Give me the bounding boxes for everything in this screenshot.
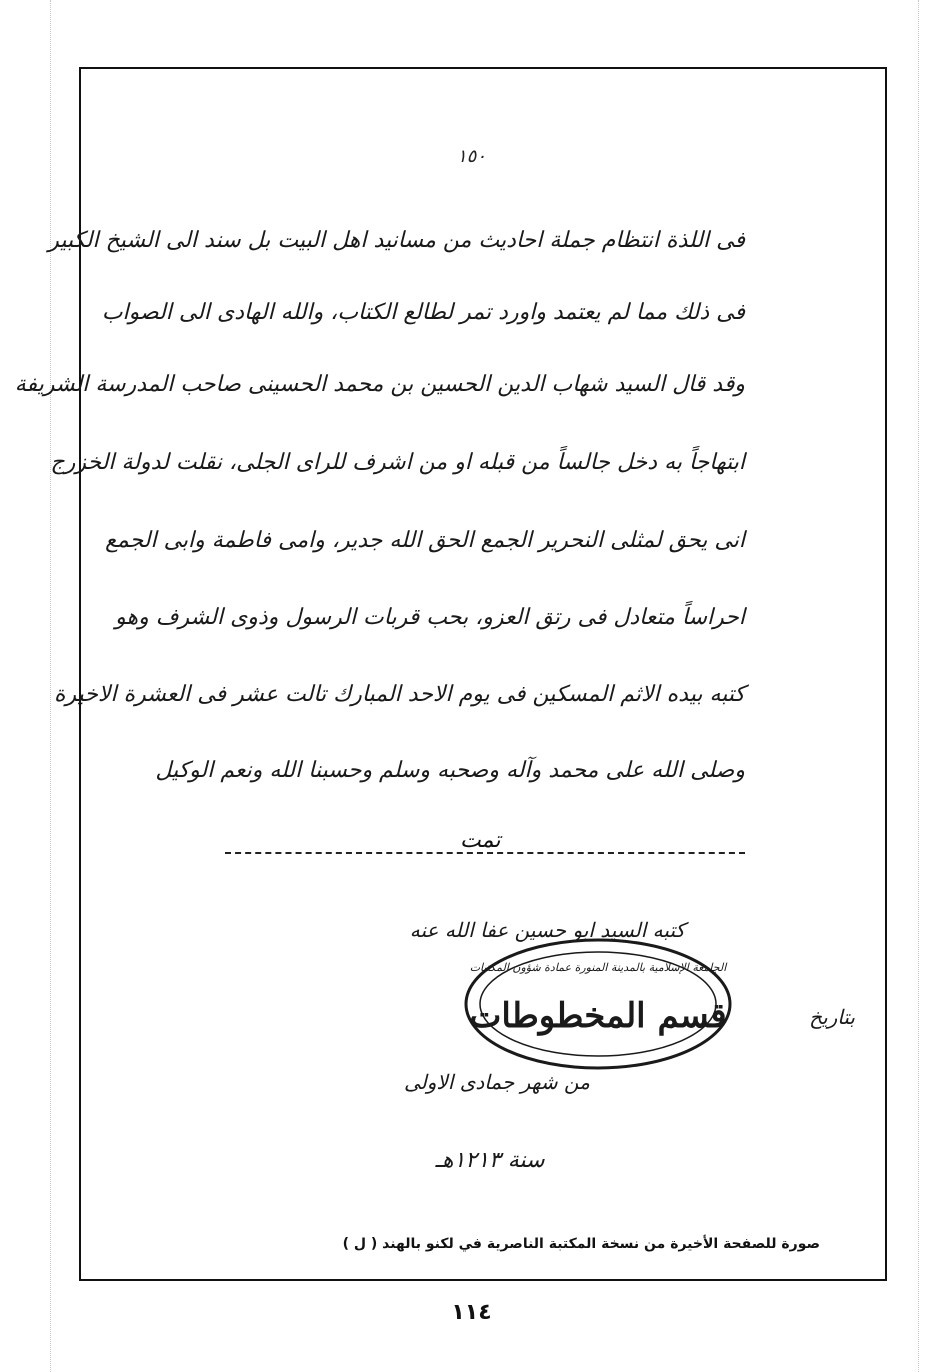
manuscript-page-marker: ١٥٠ [456, 146, 486, 167]
scan-guide-right [918, 0, 919, 1372]
figure-caption: صورة للصفحة الأخيرة من نسخة المكتبة الناصرية في لكنو بالهند ( ل ) [342, 1236, 820, 1252]
end-mark: تمت [460, 828, 501, 853]
seal-center-text: قسم المخطوطات [469, 996, 727, 1036]
manuscript-line-4: ابتهاجاً به دخل جالساً من قبله او من اشرف للراى الجلى، نقلت لدولة الخزرج [50, 450, 745, 475]
manuscript-line-7: كتبه بيده الاثم المسكين فى يوم الاحد المبارك تالت عشر فى العشرة الاخيرة [54, 682, 745, 707]
manuscript-line-6: احراساً متعادل فى رتق العزو، بحب قربات الرسول وذوى الشرف وهو [115, 605, 745, 630]
seal-ring-text: الجامعة الإسلامية بالمدينة المنورة عمادة شؤون المكتبات [469, 961, 727, 974]
signature-line-3: من شهر جمادى الاولى [404, 1070, 590, 1094]
manuscript-line-2: فى ذلك مما لم يعتمد واورد تمر لطالع الكتاب، والله الهادى الى الصواب [101, 300, 745, 325]
signature-line-1: كتبه السيد ابو حسين عفا الله عنه [409, 918, 685, 942]
manuscript-line-5: انى يحق لمثلى النحرير الجمع الحق الله جدير، وامى فاطمة وابى الجمع [105, 528, 745, 553]
signature-line-2: بتاريخ [809, 1005, 855, 1029]
end-divider [225, 852, 745, 854]
scan-guide-left [50, 0, 51, 1372]
manuscript-line-8: وصلى الله على محمد وآله وصحبه وسلم وحسبنا الله ونعم الوكيل [155, 758, 745, 783]
signature-year: سنة ١٢١٣هـ [435, 1148, 545, 1173]
manuscript-line-3: وقد قال السيد شهاب الدين الحسين بن محمد الحسينى صاحب المدرسة الشريفة [14, 372, 745, 397]
page-number: ١١٤ [451, 1300, 492, 1325]
library-seal [462, 935, 734, 1073]
manuscript-line-1: فى اللذة انتظام جملة احاديث من مسانيد اهل البيت بل سند الى الشيخ الكبير [48, 228, 745, 253]
